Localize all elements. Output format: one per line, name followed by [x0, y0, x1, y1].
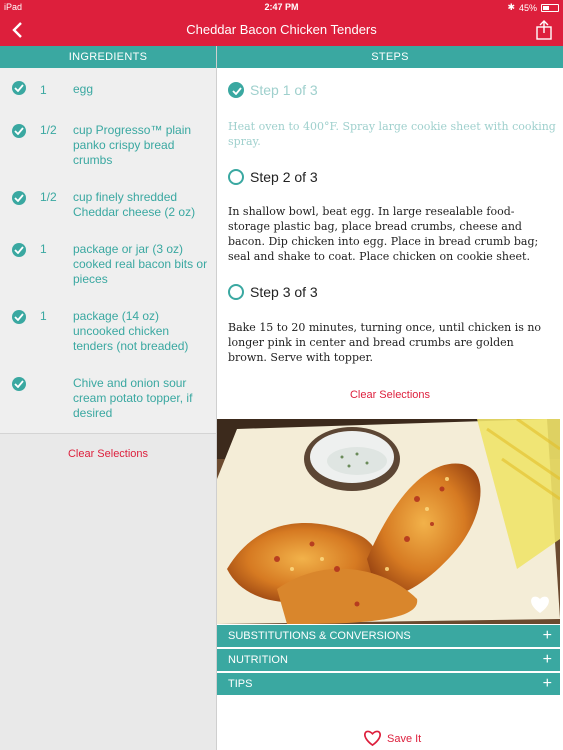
- heart-outline-icon: [363, 730, 382, 747]
- substitutions-conversions-section[interactable]: [217, 625, 560, 647]
- step-title: Step 3 of 3: [250, 284, 318, 300]
- page-title: Cheddar Bacon Chicken Tenders: [186, 22, 377, 37]
- check-circle-icon[interactable]: [228, 82, 244, 98]
- section-label: TIPS: [228, 678, 253, 690]
- check-icon[interactable]: [12, 191, 26, 205]
- step-2-header[interactable]: [228, 169, 318, 185]
- ingredient-qty: 1: [40, 83, 47, 97]
- ingredient-row[interactable]: [0, 178, 216, 230]
- ingredient-row[interactable]: [0, 68, 216, 111]
- plus-icon[interactable]: +: [542, 675, 552, 692]
- nav-bar: [0, 14, 563, 46]
- ingredient-row[interactable]: [0, 364, 216, 433]
- ingredient-text: egg: [73, 82, 94, 96]
- recipe-photo-illustration: [217, 419, 560, 624]
- clear-selections-steps-button[interactable]: Clear Selections: [349, 389, 431, 401]
- step-1-header[interactable]: [228, 82, 318, 98]
- clear-selections-ingredients-button[interactable]: Clear Selections: [67, 448, 149, 460]
- ingredient-row[interactable]: [0, 230, 216, 297]
- ingredient-qty: 1/2: [40, 190, 57, 204]
- battery-percent: 45%: [518, 2, 537, 13]
- ingredients-panel: [0, 68, 216, 750]
- step-2-text: In shallow bowl, beat egg. In large resealable food-storage plastic bag, place bread crumbs, cheese and bacon. Dip chicken into egg. Place in bread crumb bag; seal and shake to coat. Place chicken on cookie sheet.: [228, 205, 539, 263]
- status-right: [507, 2, 559, 13]
- circle-icon[interactable]: [228, 169, 244, 185]
- ingredient-text: cup finely shredded Cheddar cheese (2 oz): [73, 190, 196, 219]
- nutrition-section[interactable]: [217, 649, 560, 671]
- step-1-text: Heat oven to 400°F. Spray large cookie sheet with cooking spray.: [228, 120, 556, 148]
- step-title: Step 1 of 3: [250, 82, 318, 98]
- ingredient-qty: 1: [40, 309, 47, 323]
- status-bar: [0, 0, 563, 14]
- ingredients-list: [0, 68, 216, 433]
- check-icon[interactable]: [12, 81, 26, 95]
- share-icon[interactable]: [535, 20, 553, 40]
- clock: 2:47 PM: [264, 2, 299, 12]
- step-3-header[interactable]: [228, 284, 318, 300]
- battery-icon: [541, 4, 559, 12]
- check-icon[interactable]: [12, 243, 26, 257]
- ingredient-qty: 1: [40, 242, 47, 256]
- step-title: Step 2 of 3: [250, 169, 318, 185]
- plus-icon[interactable]: +: [542, 627, 552, 644]
- save-it-button[interactable]: [363, 730, 421, 747]
- steps-panel: [217, 68, 563, 750]
- circle-icon[interactable]: [228, 284, 244, 300]
- ingredient-text: package (14 oz) uncooked chicken tenders (not breaded): [73, 309, 189, 353]
- steps-header: STEPS: [217, 46, 563, 68]
- heart-icon[interactable]: [530, 596, 550, 614]
- ingredients-header: INGREDIENTS: [0, 46, 216, 68]
- ingredient-text: Chive and onion sour cream potato topper, if desired: [73, 376, 193, 420]
- step-3-text: Bake 15 to 20 minutes, turning once, until chicken is no longer pink in center and bread crumbs are golden brown. Serve with topper.: [228, 321, 542, 364]
- save-it-label: Save It: [387, 732, 422, 745]
- carrier-label: iPad: [4, 2, 23, 12]
- ingredient-text: cup Progresso™ plain panko crispy bread crumbs: [73, 123, 192, 167]
- check-icon[interactable]: [12, 310, 26, 324]
- tips-section[interactable]: [217, 673, 560, 695]
- check-icon[interactable]: [12, 124, 26, 138]
- section-label: SUBSTITUTIONS & CONVERSIONS: [228, 630, 411, 642]
- section-label: NUTRITION: [228, 654, 288, 666]
- ingredient-row[interactable]: [0, 111, 216, 178]
- ingredient-qty: 1/2: [40, 123, 57, 137]
- ingredient-text: package or jar (3 oz) cooked real bacon bits or pieces: [73, 242, 208, 286]
- bluetooth-icon: ✱: [507, 2, 515, 12]
- plus-icon[interactable]: +: [542, 651, 552, 668]
- ingredient-row[interactable]: [0, 297, 216, 364]
- recipe-photo: [217, 419, 560, 624]
- check-icon[interactable]: [12, 377, 26, 391]
